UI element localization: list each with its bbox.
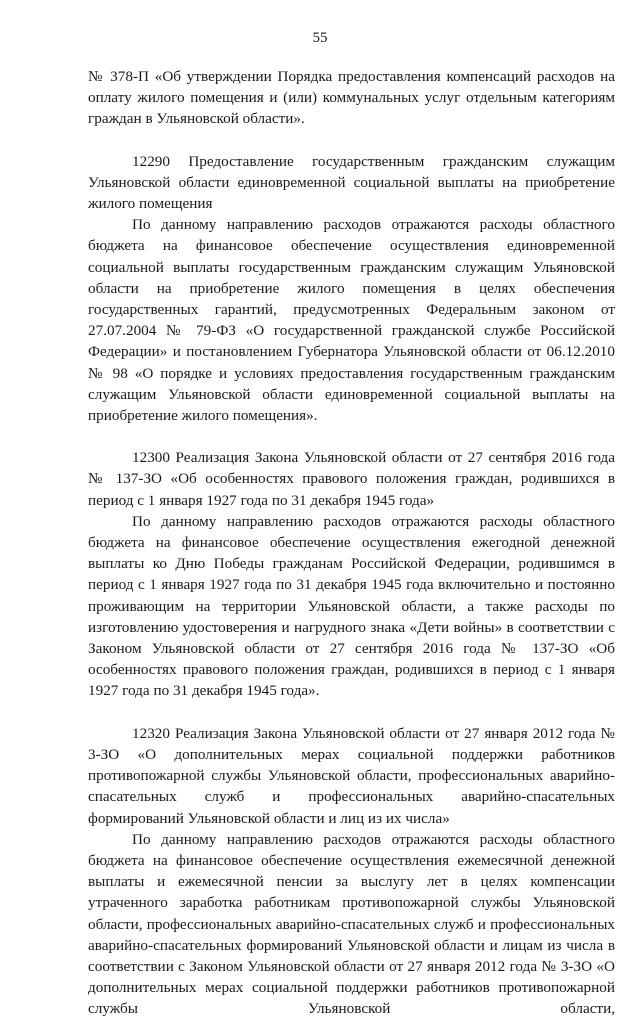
section-heading-12290: 12290 Предоставление государственным гражданским служащим Ульяновской области единовременной социальной выплаты на приобретение жилого помещения [88,152,615,213]
section-body-12300: По данному направлению расходов отражаются расходы областного бюджета на финансовое обеспечение осуществления ежегодной денежной выплаты ко Дню Победы гражданам Российской Федерации, родившимся в период с 1 января 1927 года по 31 декабря 1945 года включительно и постоянно проживающим на территории Ульяновской области, а также расходы по изготовлению удостоверения и нагрудного знака «Дети войны» в соответствии с Законом Ульяновской области от 27 сентября 2016 года № 137-ЗО «Об особенностях правового положения граждан, родившихся в период с 1 января 1927 года по 31 декабря 1945 года». [88,512,615,700]
paragraph-continuation: № 378-П «Об утверждении Порядка предоставления компенсаций расходов на оплату жилого помещения и (или) коммунальных услуг отдельным категориям граждан в Ульяновской области». [88,68,615,128]
paragraph-gap [88,130,615,151]
paragraph-gap [88,426,615,447]
section-heading-12300: 12300 Реализация Закона Ульяновской области от 27 сентября 2016 года № 137-ЗО «Об особенностях правового положения граждан, родившихся в период с 1 января 1927 года по 31 декабря 1945 года» [88,449,615,509]
section-body-12320: По данному направлению расходов отражаются расходы областного бюджета на финансовое обеспечение осуществления ежемесячной денежной выплаты и ежемесячной пенсии за выслугу лет в целях компенсации утраченного заработка работникам противопожарной службы Ульяновской области, профессиональных аварийно-спасательных служб и профессиональных аварийно-спасательных формирований Ульяновской области и лицам из числа в соответствии с Законом Ульяновской области от 27 января 2012 года № 3-ЗО «О дополнительных мерах социальной поддержки работников противопожарной службы Ульяновской области, [88,830,615,1018]
paragraph-gap [88,702,615,723]
page-number: 55 [312,30,328,46]
section-heading-12320: 12320 Реализация Закона Ульяновской области от 27 января 2012 года № 3-ЗО «О дополнительных мерах социальной поддержки работников противопожарной службы Ульяновской области, профессиональных аварийно-спасательных служб и профессиональных аварийно-спасательных формирований Ульяновской области и лиц из их числа» [88,724,615,827]
document-body [88,66,615,1020]
section-body-12290: По данному направлению расходов отражаются расходы областного бюджета на финансовое обеспечение осуществления единовременной социальной выплаты государственным гражданским служащим Ульяновской области на приобретение жилого помещения в целях обеспечения государственных гарантий, предусмотренных Федеральным законом от 27.07.2004 № 79-ФЗ «О государственной гражданской службе Российской Федерации» и постановлением Губернатора Ульяновской области от 06.12.2010 № 98 «О порядке и условиях предоставления государственным гражданским служащим Ульяновской области единовременной социальной выплаты на приобретение жилого помещения». [88,216,615,425]
